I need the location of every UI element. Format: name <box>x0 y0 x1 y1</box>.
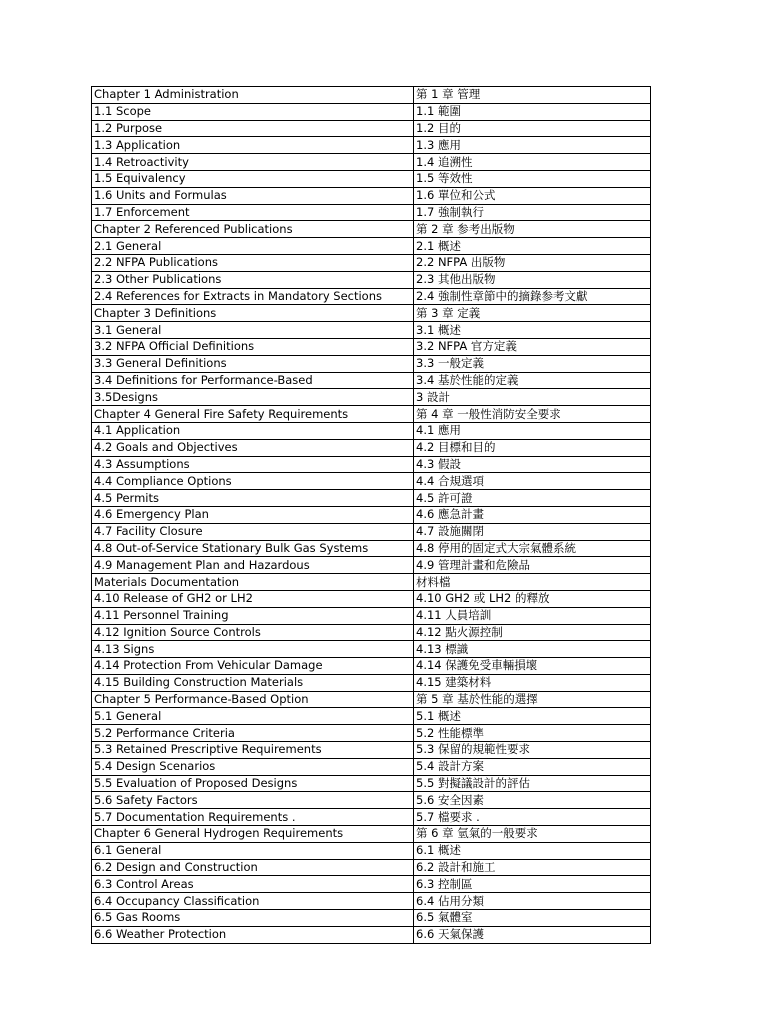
chinese-term-cell: 2.3 其他出版物 <box>414 271 651 288</box>
table-row <box>92 439 651 456</box>
table-row <box>92 624 651 641</box>
english-term-cell: 2.1 General <box>92 238 414 255</box>
chinese-term-cell: 6.2 設計和施工 <box>414 859 651 876</box>
english-term-cell: 6.4 Occupancy Classification <box>92 893 414 910</box>
english-term-cell: Chapter 6 General Hydrogen Requirements <box>92 826 414 843</box>
chinese-term-cell: 5.2 性能標準 <box>414 725 651 742</box>
chinese-term-cell: 1.1 範圍 <box>414 103 651 120</box>
chinese-term-cell: 3 設計 <box>414 389 651 406</box>
table-row <box>92 641 651 658</box>
english-term-cell: 4.10 Release of GH2 or LH2 <box>92 590 414 607</box>
english-term-cell: 3.4 Definitions for Performance-Based <box>92 372 414 389</box>
english-term-cell: 3.3 General Definitions <box>92 355 414 372</box>
table-row <box>92 859 651 876</box>
table-row <box>92 406 651 423</box>
table-row <box>92 103 651 120</box>
english-term-cell: 5.7 Documentation Requirements . <box>92 809 414 826</box>
table-row <box>92 422 651 439</box>
chinese-term-cell: 2.2 NFPA 出版物 <box>414 254 651 271</box>
chinese-term-cell: 1.6 單位和公式 <box>414 187 651 204</box>
chinese-term-cell: 1.2 目的 <box>414 120 651 137</box>
table-row <box>92 490 651 507</box>
table-row <box>92 338 651 355</box>
chinese-term-cell: 第 1 章 管理 <box>414 87 651 104</box>
english-term-cell: 4.9 Management Plan and Hazardous <box>92 557 414 574</box>
chinese-term-cell: 材料檔 <box>414 574 651 591</box>
chinese-term-cell: 第 6 章 氫氣的一般要求 <box>414 826 651 843</box>
chinese-term-cell: 3.3 一般定義 <box>414 355 651 372</box>
table-row <box>92 506 651 523</box>
english-term-cell: 3.1 General <box>92 322 414 339</box>
chinese-term-cell: 4.6 應急計畫 <box>414 506 651 523</box>
chinese-term-cell: 5.7 檔要求 . <box>414 809 651 826</box>
table-row <box>92 87 651 104</box>
english-term-cell: 3.5Designs <box>92 389 414 406</box>
chinese-term-cell: 3.1 概述 <box>414 322 651 339</box>
english-term-cell: 6.3 Control Areas <box>92 876 414 893</box>
chinese-term-cell: 6.3 控制區 <box>414 876 651 893</box>
table-row <box>92 574 651 591</box>
table-row <box>92 305 651 322</box>
chinese-term-cell: 1.7 強制執行 <box>414 204 651 221</box>
chinese-term-cell: 第 5 章 基於性能的選擇 <box>414 691 651 708</box>
english-term-cell: 6.5 Gas Rooms <box>92 910 414 927</box>
chinese-term-cell: 1.4 追溯性 <box>414 154 651 171</box>
chinese-term-cell: 1.5 等效性 <box>414 170 651 187</box>
table-row <box>92 187 651 204</box>
chinese-term-cell: 4.5 許可證 <box>414 490 651 507</box>
english-term-cell: 2.2 NFPA Publications <box>92 254 414 271</box>
english-term-cell: 4.1 Application <box>92 422 414 439</box>
table-row <box>92 658 651 675</box>
table-row <box>92 288 651 305</box>
english-term-cell: 1.3 Application <box>92 137 414 154</box>
english-term-cell: 1.6 Units and Formulas <box>92 187 414 204</box>
english-term-cell: 6.2 Design and Construction <box>92 859 414 876</box>
chinese-term-cell: 1.3 應用 <box>414 137 651 154</box>
english-term-cell: 4.6 Emergency Plan <box>92 506 414 523</box>
table-row <box>92 456 651 473</box>
table-row <box>92 540 651 557</box>
chinese-term-cell: 第 3 章 定義 <box>414 305 651 322</box>
table-row <box>92 523 651 540</box>
english-term-cell: Materials Documentation <box>92 574 414 591</box>
english-term-cell: 4.14 Protection From Vehicular Damage <box>92 658 414 675</box>
chinese-term-cell: 4.2 目標和目的 <box>414 439 651 456</box>
english-term-cell: 1.2 Purpose <box>92 120 414 137</box>
chinese-term-cell: 6.1 概述 <box>414 842 651 859</box>
chinese-term-cell: 2.4 強制性章節中的摘錄参考文獻 <box>414 288 651 305</box>
table-row <box>92 372 651 389</box>
english-term-cell: 2.4 References for Extracts in Mandatory Sections <box>92 288 414 305</box>
chinese-term-cell: 4.12 點火源控制 <box>414 624 651 641</box>
english-term-cell: 4.11 Personnel Training <box>92 607 414 624</box>
english-term-cell: 4.7 Facility Closure <box>92 523 414 540</box>
table-row <box>92 557 651 574</box>
english-term-cell: 5.3 Retained Prescriptive Requirements <box>92 742 414 759</box>
english-term-cell: 1.5 Equivalency <box>92 170 414 187</box>
chinese-term-cell: 6.6 天氣保護 <box>414 926 651 943</box>
english-term-cell: 4.2 Goals and Objectives <box>92 439 414 456</box>
table-row <box>92 708 651 725</box>
english-term-cell: 5.2 Performance Criteria <box>92 725 414 742</box>
chinese-term-cell: 5.3 保留的規範性要求 <box>414 742 651 759</box>
chinese-term-cell: 4.3 假設 <box>414 456 651 473</box>
english-term-cell: 4.12 Ignition Source Controls <box>92 624 414 641</box>
english-term-cell: 6.6 Weather Protection <box>92 926 414 943</box>
table-row <box>92 842 651 859</box>
table-row <box>92 674 651 691</box>
english-term-cell: 1.4 Retroactivity <box>92 154 414 171</box>
table-row <box>92 204 651 221</box>
table-row <box>92 792 651 809</box>
chinese-term-cell: 5.1 概述 <box>414 708 651 725</box>
english-term-cell: 1.1 Scope <box>92 103 414 120</box>
chinese-term-cell: 5.4 設計方案 <box>414 758 651 775</box>
table-row <box>92 725 651 742</box>
table-body <box>92 87 651 944</box>
table-row <box>92 826 651 843</box>
english-term-cell: 3.2 NFPA Official Definitions <box>92 338 414 355</box>
table-row <box>92 893 651 910</box>
table-row <box>92 473 651 490</box>
table-row <box>92 120 651 137</box>
table-row <box>92 910 651 927</box>
english-term-cell: 4.13 Signs <box>92 641 414 658</box>
chinese-term-cell: 5.5 對擬議設計的評估 <box>414 775 651 792</box>
table-row <box>92 389 651 406</box>
english-term-cell: 5.4 Design Scenarios <box>92 758 414 775</box>
chinese-term-cell: 6.5 氣體室 <box>414 910 651 927</box>
table-row <box>92 154 651 171</box>
english-term-cell: 5.5 Evaluation of Proposed Designs <box>92 775 414 792</box>
table-row <box>92 926 651 943</box>
chinese-term-cell: 4.1 應用 <box>414 422 651 439</box>
chinese-term-cell: 第 2 章 参考出版物 <box>414 221 651 238</box>
table-row <box>92 254 651 271</box>
english-term-cell: Chapter 5 Performance-Based Option <box>92 691 414 708</box>
chinese-term-cell: 4.14 保護免受車輛損壞 <box>414 658 651 675</box>
chinese-term-cell: 5.6 安全因素 <box>414 792 651 809</box>
english-term-cell: 1.7 Enforcement <box>92 204 414 221</box>
english-term-cell: 5.6 Safety Factors <box>92 792 414 809</box>
table-row <box>92 758 651 775</box>
table-row <box>92 322 651 339</box>
table-row <box>92 221 651 238</box>
english-term-cell: Chapter 3 Definitions <box>92 305 414 322</box>
english-term-cell: 6.1 General <box>92 842 414 859</box>
chinese-term-cell: 4.4 合規選項 <box>414 473 651 490</box>
english-term-cell: 2.3 Other Publications <box>92 271 414 288</box>
table-row <box>92 137 651 154</box>
chinese-term-cell: 6.4 佔用分類 <box>414 893 651 910</box>
table-row <box>92 590 651 607</box>
table-row <box>92 691 651 708</box>
chinese-term-cell: 4.13 標識 <box>414 641 651 658</box>
chinese-term-cell: 4.9 管理計畫和危險品 <box>414 557 651 574</box>
english-term-cell: 4.3 Assumptions <box>92 456 414 473</box>
chinese-term-cell: 3.4 基於性能的定義 <box>414 372 651 389</box>
english-term-cell: Chapter 2 Referenced Publications <box>92 221 414 238</box>
english-term-cell: 5.1 General <box>92 708 414 725</box>
english-term-cell: 4.15 Building Construction Materials <box>92 674 414 691</box>
chinese-term-cell: 4.7 設施關閉 <box>414 523 651 540</box>
table-row <box>92 607 651 624</box>
chinese-term-cell: 4.8 停用的固定式大宗氣體系統 <box>414 540 651 557</box>
table-row <box>92 238 651 255</box>
table-row <box>92 809 651 826</box>
bilingual-terms-table <box>91 86 651 944</box>
chinese-term-cell: 3.2 NFPA 官方定義 <box>414 338 651 355</box>
chinese-term-cell: 4.11 人員培訓 <box>414 607 651 624</box>
table-row <box>92 170 651 187</box>
table-row <box>92 775 651 792</box>
english-term-cell: Chapter 4 General Fire Safety Requirements <box>92 406 414 423</box>
chinese-term-cell: 4.10 GH2 或 LH2 的釋放 <box>414 590 651 607</box>
chinese-term-cell: 2.1 概述 <box>414 238 651 255</box>
table-row <box>92 742 651 759</box>
table-row <box>92 876 651 893</box>
table-row <box>92 271 651 288</box>
english-term-cell: Chapter 1 Administration <box>92 87 414 104</box>
english-term-cell: 4.5 Permits <box>92 490 414 507</box>
english-term-cell: 4.4 Compliance Options <box>92 473 414 490</box>
english-term-cell: 4.8 Out-of-Service Stationary Bulk Gas Systems <box>92 540 414 557</box>
chinese-term-cell: 第 4 章 一般性消防安全要求 <box>414 406 651 423</box>
table-row <box>92 355 651 372</box>
chinese-term-cell: 4.15 建築材料 <box>414 674 651 691</box>
